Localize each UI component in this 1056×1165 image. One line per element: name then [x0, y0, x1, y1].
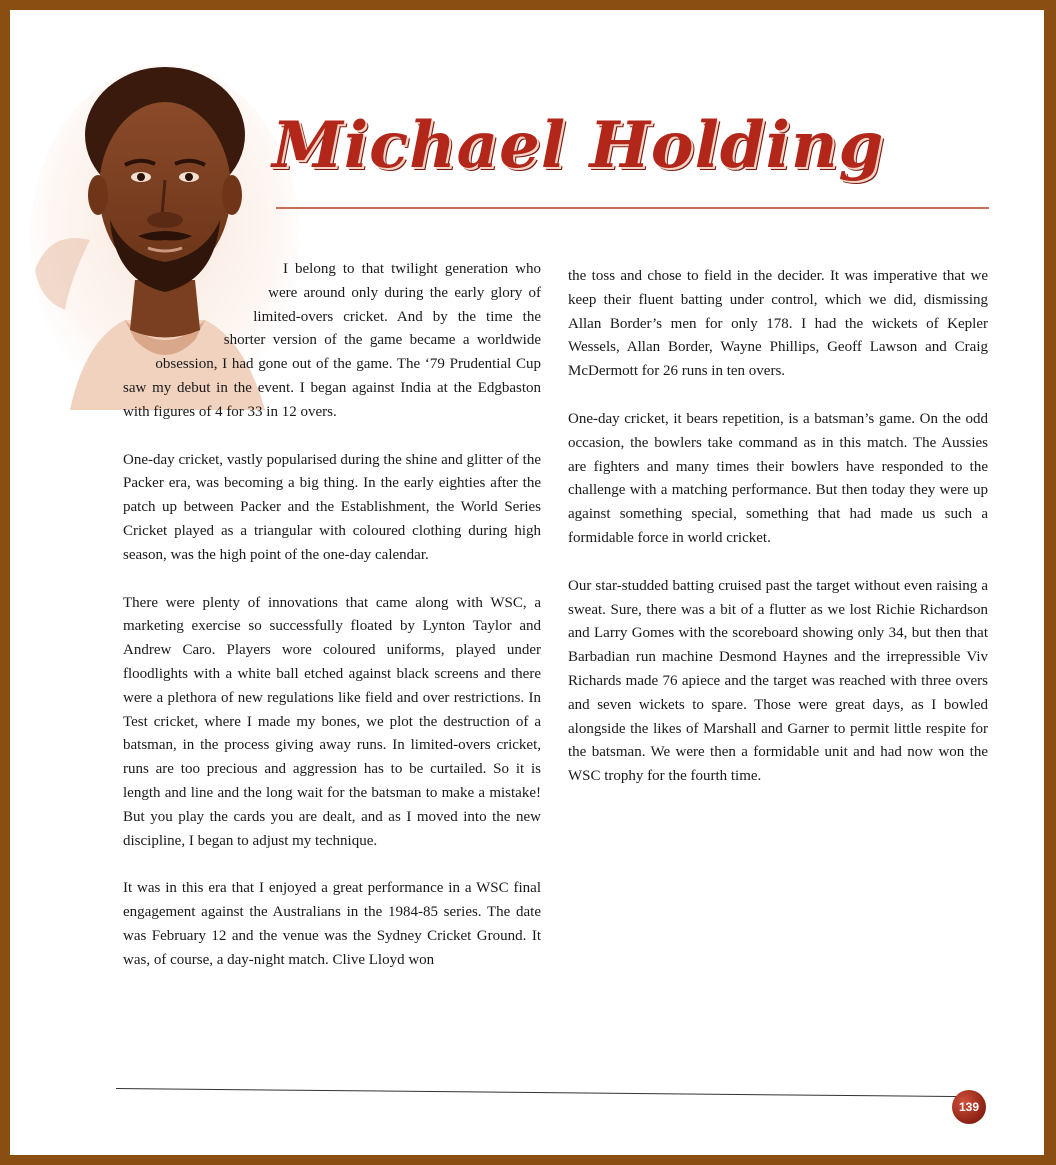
page-number-badge — [952, 1090, 986, 1124]
article-column-right — [568, 265, 988, 813]
paragraph: I belong to that twilight generation who were around only during the early glory of limited-overs cricket. And by the time the shorter version of the game became a worldwide obsession, I had gone out of the game. The ‘79 Prudential Cup saw my debut in the event. I began against India at the Edgbaston with figures of 4 for 33 in 12 overs. — [123, 261, 541, 420]
paragraph: Our star-studded batting cruised past the target without even raising a sweat. Sure, there was a bit of a flutter as we lost Richie Richardson and Larry Gomes with the scoreboard showing only 34, but then that Barbadian run machine Desmond Haynes and the irrepressible Viv Richards made 76 apiece and the target was reached with three overs and seven wickets to spare. Those were great days, as I bowled alongside the likes of Marshall and Garner to permit little respite for the batsman. We were then a formidable unit and had now won the WSC trophy for the fourth time. — [568, 577, 988, 785]
paragraph: One-day cricket, vastly popularised during the shine and glitter of the Packer era, was becoming a big thing. In the early eighties after the patch up between Packer and the Establishment, the World Series Cricket played as a triangular with coloured clothing during high season, was the high point of the one-day calendar. — [123, 451, 541, 563]
footer-rule — [116, 1088, 966, 1097]
title-underline — [276, 207, 989, 209]
paragraph: One-day cricket, it bears repetition, is a batsman’s game. On the odd occasion, the bowlers take command as in this match. The Aussies are fighters and many times their bowlers have responded to the challenge with a matching performance. But then today they were up against something special, something that had made us such a formidable force in world cricket. — [568, 410, 988, 546]
paragraph: the toss and chose to field in the decider. It was imperative that we keep their fluent batting under control, which we did, dismissing Allan Border’s men for only 178. I had the wickets of Kepler Wessels, Allan Border, Wayne Phillips, Geoff Lawson and Craig McDermott for 26 runs in ten overs. — [568, 268, 988, 380]
article-column-left — [123, 258, 541, 997]
book-page — [10, 10, 1044, 1155]
page-title: Michael Holding — [272, 108, 885, 183]
paragraph: There were plenty of innovations that came along with WSC, a marketing exercise so successfully floated by Lynton Taylor and Andrew Caro. Players wore coloured uniforms, played under floodlights with a white ball etched against black screens and there were a plethora of new regulations like field and over restrictions. In Test cricket, where I made my bones, we plot the destruction of a batsman, in the process giving away runs. In limited-overs cricket, runs are too precious and aggression has to be curtailed. So it is length and line and the long wait for the batsman to make a mistake! But you play the cards you are dealt, and as I moved into the new discipline, I began to adjust my technique. — [123, 594, 541, 849]
page-number: 139 — [958, 1100, 980, 1114]
paragraph: It was in this era that I enjoyed a great performance in a WSC final engagement against the Australians in the 1984-85 series. The date was February 12 and the venue was the Sydney Cricket Ground. It was, of course, a day-night match. Clive Lloyd won — [123, 880, 541, 968]
